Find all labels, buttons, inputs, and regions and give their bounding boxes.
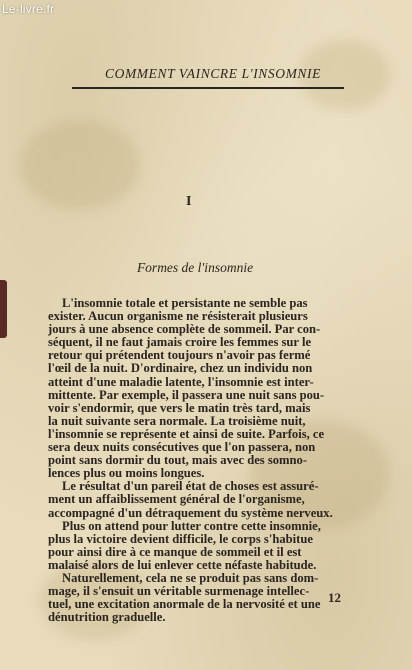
- text-line: ment un affaiblissement général de l'organisme,: [48, 493, 305, 507]
- text-line: dénutrition graduelle.: [48, 611, 166, 625]
- text-line: voir s'endormir, que vers le matin très tard, mais: [48, 401, 311, 415]
- text-line: retour qui prétendent toujours n'avoir pas fermé: [48, 349, 311, 363]
- text-line: Le résultat d'un pareil état de choses est assuré-: [62, 480, 319, 494]
- text-line: mage, il s'ensuit un véritable surmenage intellec-: [48, 585, 310, 599]
- text-line: atteint d'une maladie latente, l'insomnie est inter-: [48, 375, 314, 389]
- text-line: jours à une absence complète de sommeil. Par con-: [48, 323, 321, 337]
- watermark: Le-livre.fr: [2, 2, 55, 16]
- text-line: pour ainsi dire à ce manque de sommeil et il est: [48, 545, 302, 559]
- text-line: Plus on attend pour lutter contre cette insomnie,: [62, 519, 321, 533]
- text-line: séquent, il ne faut jamais croire les femmes sur le: [48, 336, 312, 350]
- text-line: Naturellement, cela ne se produit pas sans dom-: [62, 571, 319, 585]
- body-text: [48, 297, 348, 624]
- binding-edge-mark: [0, 280, 7, 338]
- paper-stain: [20, 120, 140, 210]
- page-number: 12: [328, 590, 341, 605]
- text-line: L'insomnie totale et persistante ne semble pas: [62, 297, 308, 310]
- text-line: lences plus ou moins longues.: [48, 467, 205, 481]
- text-line: la nuit suivante sera normale. La troisième nuit,: [48, 414, 306, 428]
- text-line: l'œil de la nuit. D'ordinaire, chez un individu non: [48, 362, 313, 376]
- text-line: sera deux nuits consécutives que l'on passera, non: [48, 441, 316, 455]
- chapter-number: I: [186, 194, 192, 209]
- text-line: point sans dormir du tout, mais avec des somno-: [48, 454, 308, 468]
- text-line: malaisé alors de lui enlever cette néfaste habitude.: [48, 558, 317, 572]
- text-line: accompagné d'un détraquement du système nerveux.: [48, 506, 333, 520]
- chapter-title: Formes de l'insomnie: [136, 260, 254, 275]
- header-rule: [72, 87, 344, 89]
- text-line: l'insomnie se représente et ainsi de suite. Parfois, ce: [48, 427, 325, 441]
- text-line: mittente. Par exemple, il passera une nuit sans pou-: [48, 388, 325, 402]
- text-line: tuel, une excitation anormale de la nervosité et une: [48, 598, 321, 612]
- text-line: plus la victoire devient difficile, le corps s'habitue: [48, 532, 313, 546]
- running-header: COMMENT VAINCRE L'INSOMNIE: [105, 66, 321, 81]
- text-line: exister. Aucun organisme ne résisterait plusieurs: [48, 310, 308, 324]
